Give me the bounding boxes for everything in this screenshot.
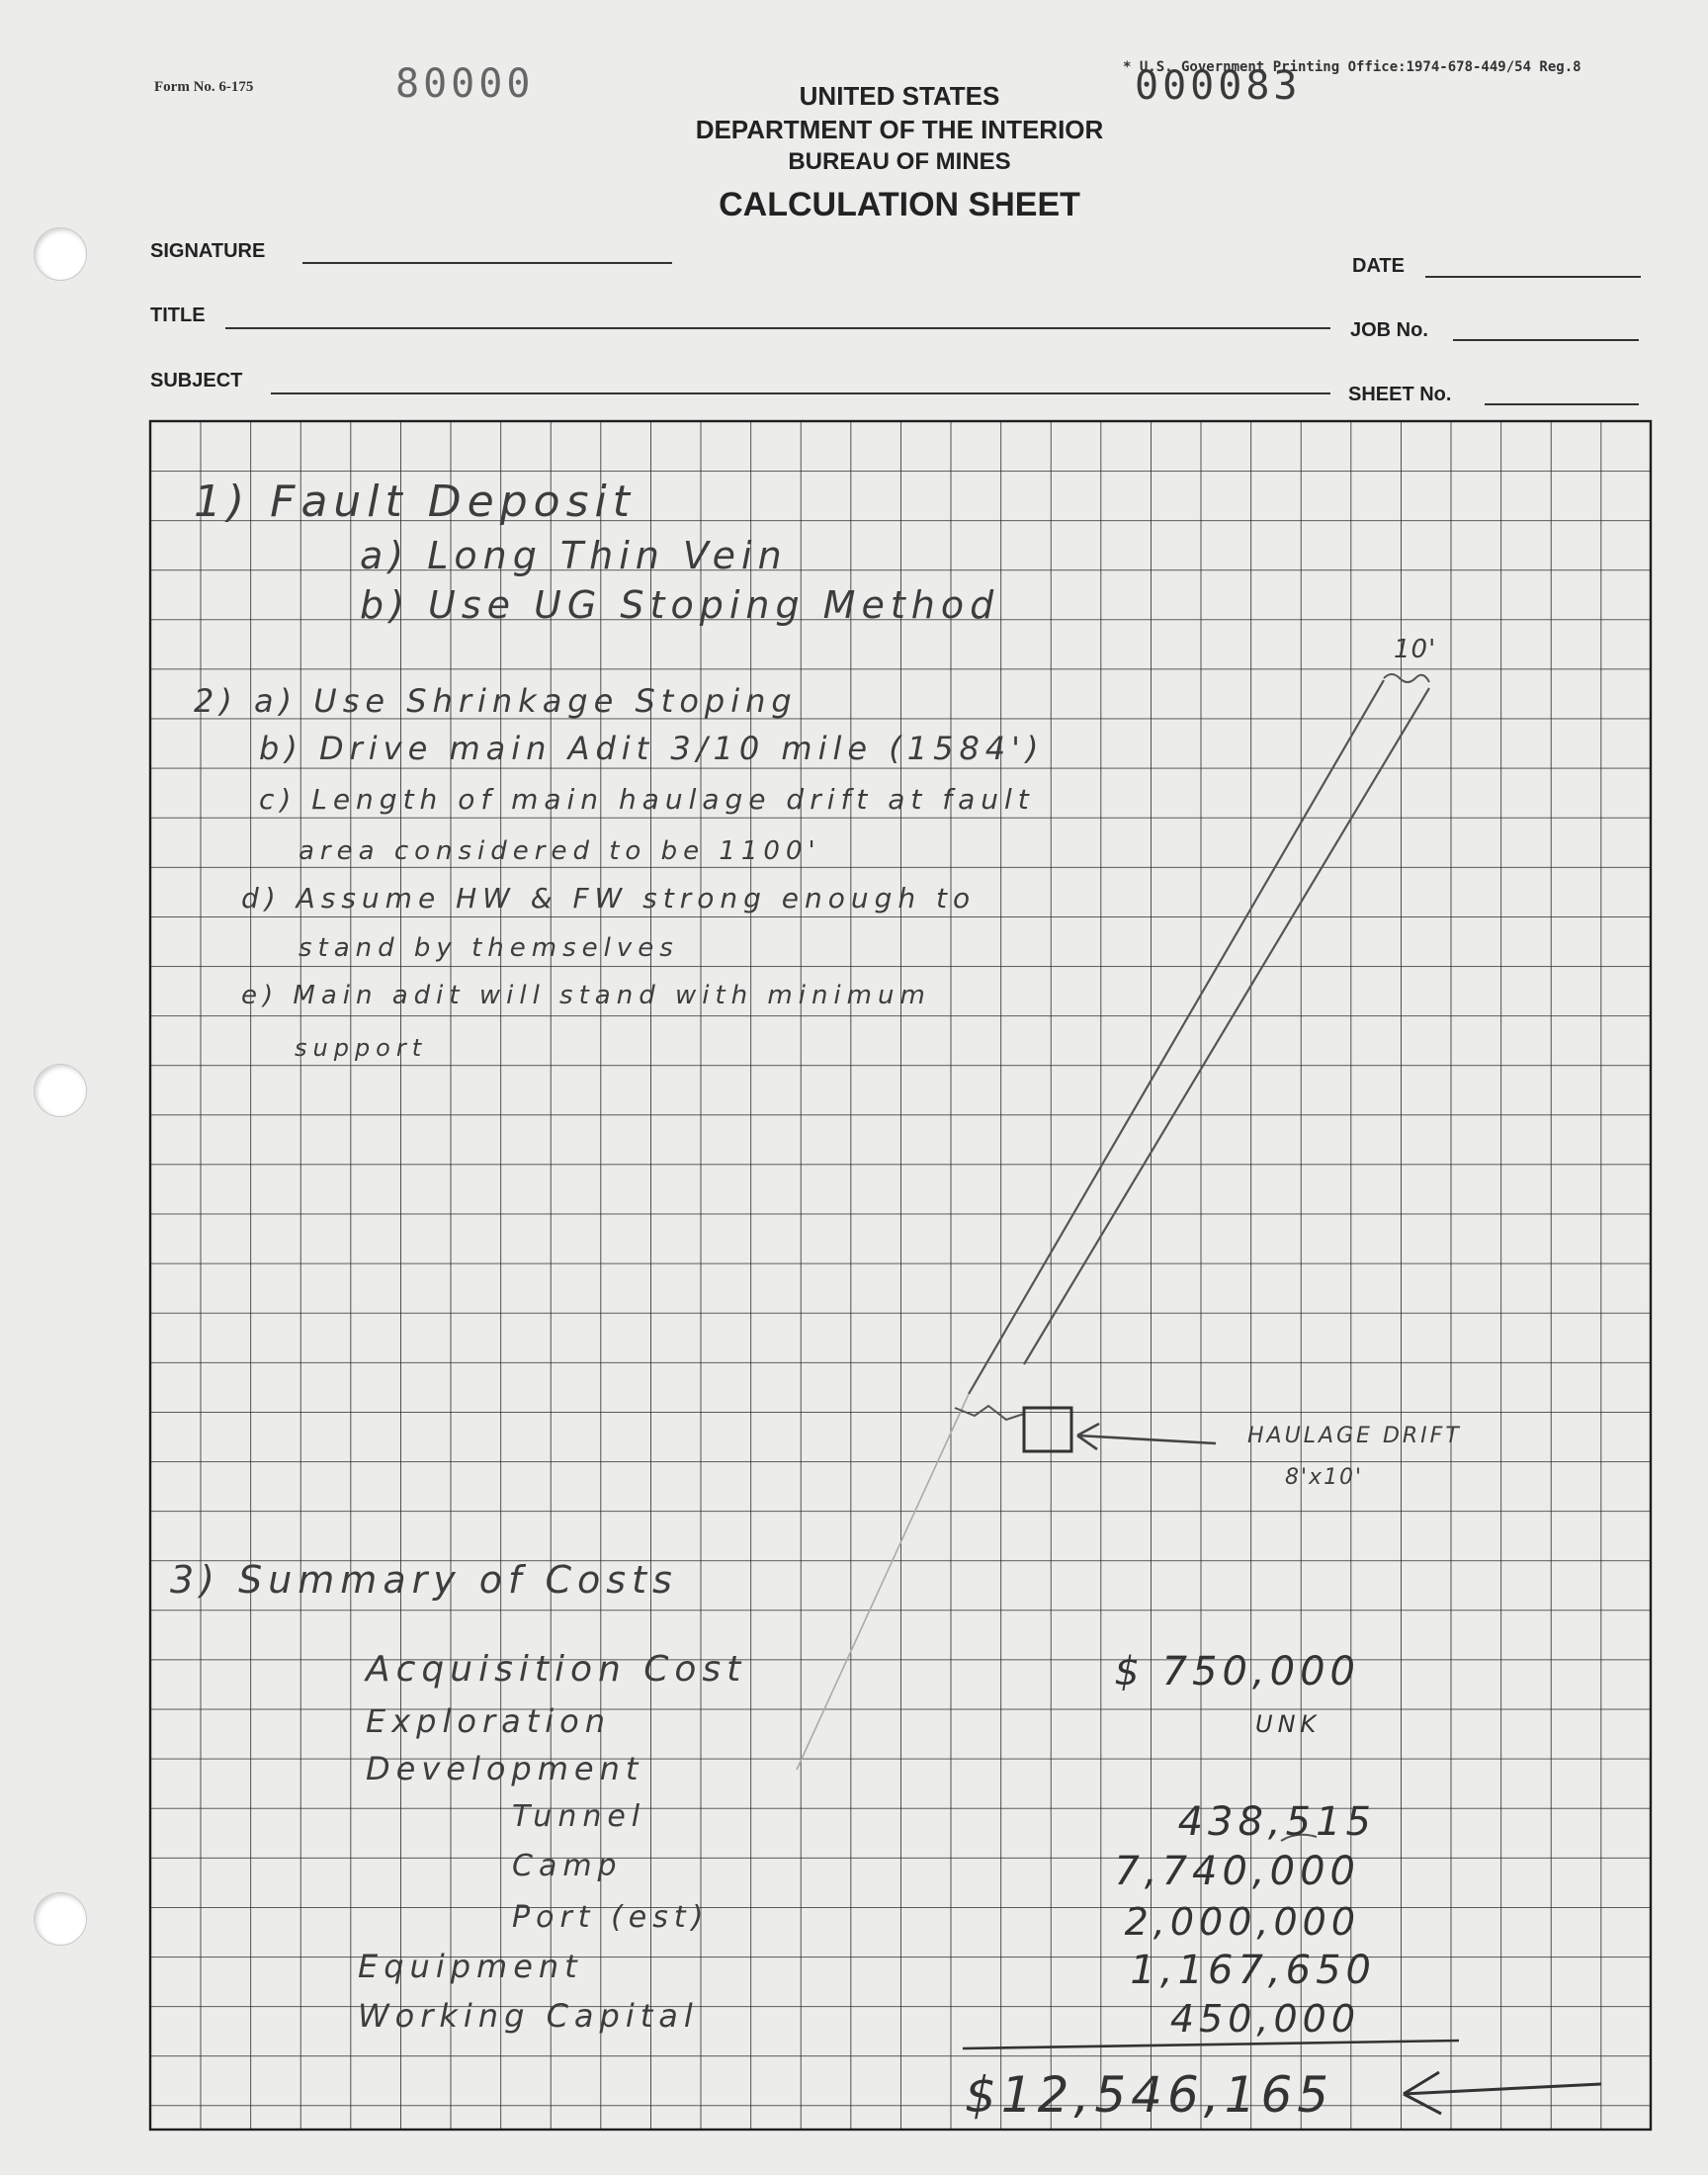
subject-label: SUBJECT [150, 370, 243, 392]
cost-label-camp: Camp [512, 1849, 623, 1883]
cost-label-acquisition: Acquisition Cost [366, 1649, 747, 1690]
cost-label-exploration: Exploration [366, 1702, 611, 1740]
vein-width-label: 10' [1394, 635, 1437, 664]
cost-value-port: 2,000,000 [1124, 1900, 1360, 1944]
cost-label-tunnel: Tunnel [512, 1799, 646, 1834]
cost-value-acquisition: $ 750,000 [1114, 1649, 1360, 1695]
sheet-no-label: SHEET No. [1348, 384, 1452, 405]
signature-label: SIGNATURE [150, 240, 266, 262]
note-2d-line2: stand by themselves [299, 933, 679, 963]
haulage-drift-dims: 8'x10' [1285, 1465, 1364, 1490]
cost-label-working-capital: Working Capital [358, 1997, 699, 2035]
cost-label-equipment: Equipment [358, 1948, 583, 1985]
note-2e-line1: e) Main adit will stand with minimum [241, 981, 931, 1010]
note-1a: a) Long Thin Vein [360, 534, 788, 577]
date-label: DATE [1352, 255, 1405, 277]
cost-value-working-capital: 450,000 [1169, 1997, 1360, 2041]
header-line-2: DEPARTMENT OF THE INTERIOR [695, 115, 1104, 144]
note-2a: 2) a) Use Shrinkage Stoping [194, 682, 798, 720]
note-2d-line1: d) Assume HW & FW strong enough to [241, 882, 977, 914]
title-label: TITLE [150, 304, 206, 326]
note-2c-line1: c) Length of main haulage drift at fault [259, 783, 1035, 816]
note-1b: b) Use UG Stoping Method [360, 583, 1000, 627]
stamp-number-left: 80000 [395, 61, 535, 107]
cost-label-port: Port (est) [512, 1900, 710, 1935]
cost-value-camp: 7,740,000 [1114, 1849, 1360, 1894]
stamp-number-right: 000083 [1135, 63, 1302, 109]
cost-label-development: Development [366, 1750, 644, 1787]
printing-office-note: * U.S. Government Printing Office:1974-678-449/54 Reg.8 [1123, 59, 1581, 75]
haulage-drift-label: HAULAGE DRIFT [1247, 1424, 1462, 1448]
page-title: CALCULATION SHEET [719, 186, 1080, 223]
note-1-heading: 1) Fault Deposit [194, 477, 636, 527]
cost-value-tunnel: 438,515 [1177, 1799, 1376, 1845]
cost-total: $12,546,165 [965, 2066, 1334, 2124]
cost-value-equipment: 1,167,650 [1130, 1948, 1376, 1993]
note-2c-line2: area considered to be 1100' [299, 836, 821, 866]
note-2b: b) Drive main Adit 3/10 mile (1584') [259, 730, 1045, 767]
header-line-3: BUREAU OF MINES [788, 148, 1011, 175]
cost-value-exploration: UNK [1255, 1710, 1322, 1738]
summary-heading: 3) Summary of Costs [170, 1558, 678, 1602]
job-no-label: JOB No. [1350, 319, 1428, 341]
form-number: Form No. 6-175 [154, 79, 254, 95]
note-2e-line2: support [295, 1034, 428, 1062]
header-line-1: UNITED STATES [799, 81, 1000, 111]
